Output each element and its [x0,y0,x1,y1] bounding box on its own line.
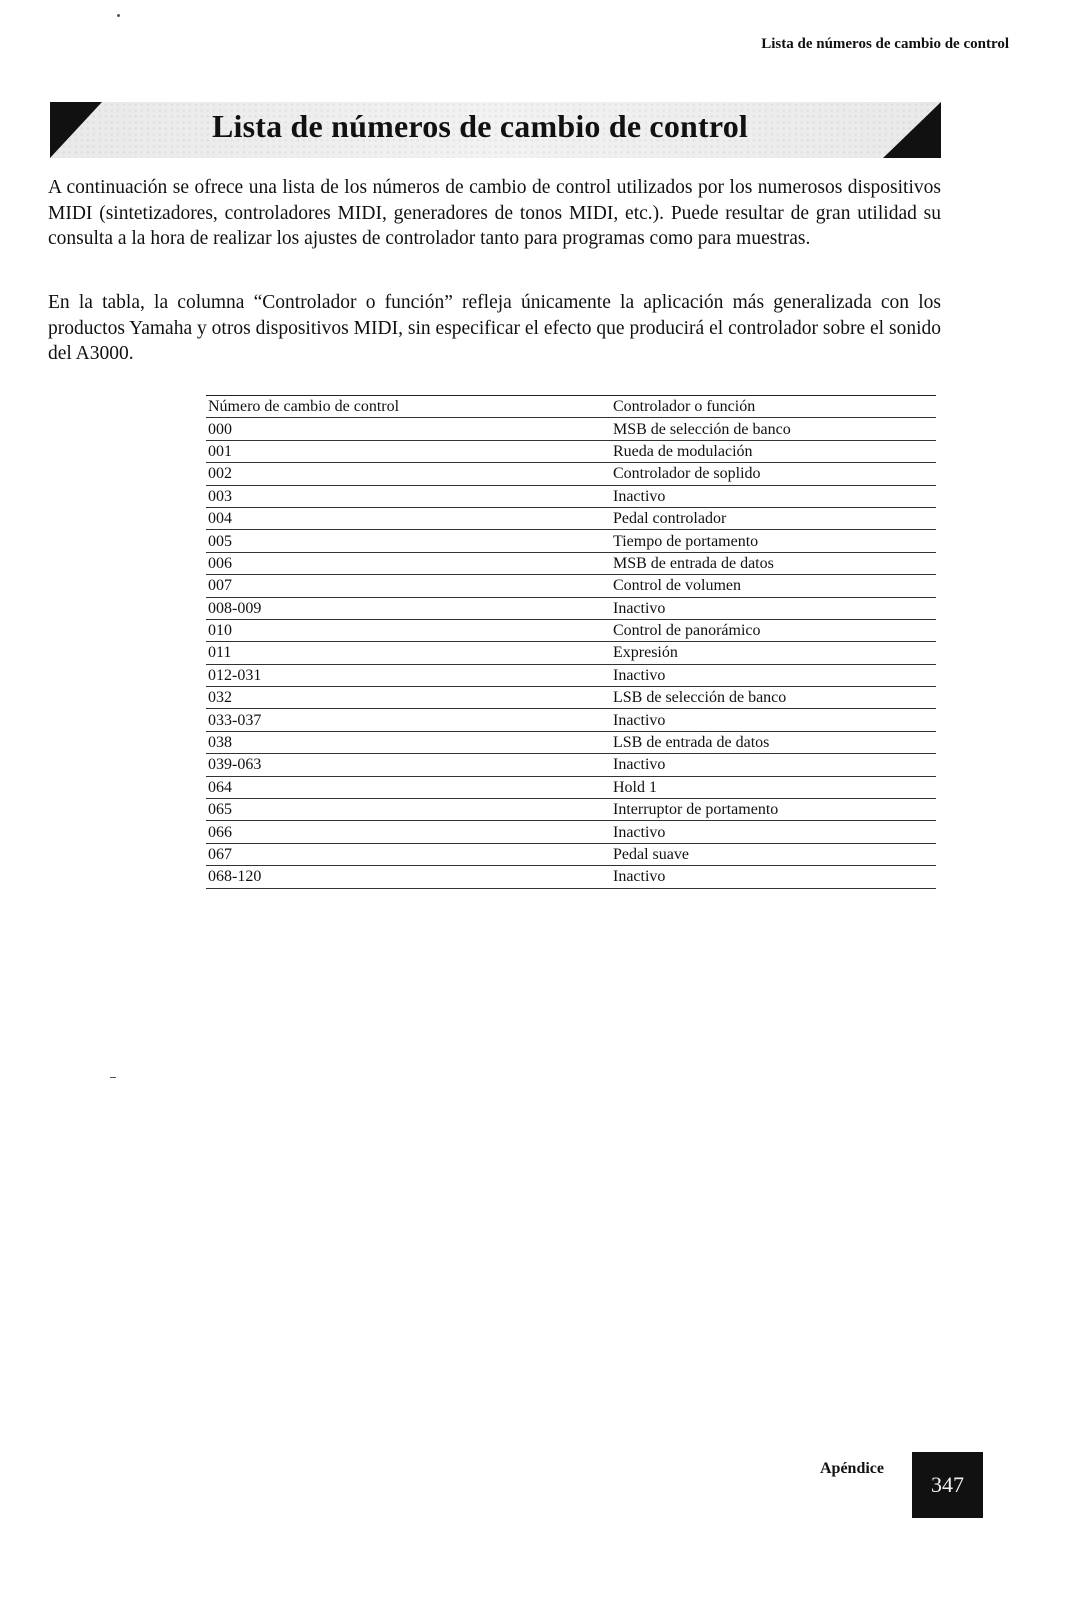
table-row [206,575,936,597]
table-row [206,440,936,462]
page-number: 347 [912,1452,983,1518]
control-number-cell: 004 [206,507,611,529]
title-band-right-corner [883,102,941,158]
controller-function-cell: LSB de entrada de datos [611,731,936,753]
table-row [206,664,936,686]
control-number-cell: 064 [206,776,611,798]
intro-paragraph-2: En la tabla, la columna “Controlador o función” refleja únicamente la aplicación más generalizada con los productos Yamaha y otros dispositivos MIDI, sin especificar el efecto que producirá el controlador sobre el sonido del A3000. [48,292,941,364]
section-title-band [50,102,941,158]
footer-section-label: Apéndice [820,1460,884,1477]
table-row [206,687,936,709]
controller-function-cell: Control de panorámico [611,619,936,641]
controller-function-cell: Inactivo [611,709,936,731]
control-number-cell: 033-037 [206,709,611,731]
table-row [206,485,936,507]
controller-function-cell: Pedal controlador [611,507,936,529]
controller-function-cell: LSB de selección de banco [611,687,936,709]
control-change-table [206,395,936,889]
control-number-cell: 005 [206,530,611,552]
control-number-cell: 002 [206,463,611,485]
control-number-cell: 068-120 [206,866,611,888]
table-row [206,530,936,552]
controller-function-cell: Rueda de modulación [611,440,936,462]
control-number-cell: 012-031 [206,664,611,686]
controller-function-cell: Inactivo [611,821,936,843]
control-number-cell: 067 [206,843,611,865]
controller-function-cell: Inactivo [611,597,936,619]
controller-function-cell: MSB de entrada de datos [611,552,936,574]
controller-function-cell: Expresión [611,642,936,664]
title-band-left-corner [50,102,102,158]
table-row [206,597,936,619]
scan-speck [110,1077,116,1078]
table-row [206,821,936,843]
control-number-cell: 000 [206,418,611,440]
table-row [206,731,936,753]
table-row [206,776,936,798]
controller-function-cell: Inactivo [611,664,936,686]
table-row [206,866,936,888]
controller-function-cell: Hold 1 [611,776,936,798]
control-number-cell: 066 [206,821,611,843]
controller-function-cell: Controlador de soplido [611,463,936,485]
table-row [206,619,936,641]
column-header-controller: Controlador o función [611,396,936,418]
control-number-cell: 065 [206,799,611,821]
controller-function-cell: Tiempo de portamento [611,530,936,552]
control-number-cell: 039-063 [206,754,611,776]
table-body [206,418,936,888]
controller-function-cell: Control de volumen [611,575,936,597]
control-number-cell: 003 [206,485,611,507]
control-number-cell: 007 [206,575,611,597]
controller-function-cell: Interruptor de portamento [611,799,936,821]
control-number-cell: 001 [206,440,611,462]
controller-function-cell: Inactivo [611,754,936,776]
scan-speck [117,14,120,17]
controller-function-cell: MSB de selección de banco [611,418,936,440]
control-number-cell: 006 [206,552,611,574]
table-row [206,799,936,821]
section-title: Lista de números de cambio de control [212,108,748,144]
table-row [206,709,936,731]
table-row [206,642,936,664]
table-row [206,843,936,865]
table-header-row [206,396,936,418]
control-number-cell: 032 [206,687,611,709]
table-row [206,507,936,529]
table-row [206,754,936,776]
running-header: Lista de números de cambio de control [761,36,1009,52]
table-row [206,552,936,574]
control-number-cell: 038 [206,731,611,753]
controller-function-cell: Inactivo [611,485,936,507]
intro-paragraph-1: A continuación se ofrece una lista de los números de cambio de control utilizados por los numerosos dispositivos MIDI (sintetizadores, controladores MIDI, generadores de tonos MIDI, etc.). Puede resultar de gran utilidad su consulta a la hora de realizar los ajustes de controlador tanto para programas como para muestras. [48,177,941,249]
table-row [206,418,936,440]
control-number-cell: 011 [206,642,611,664]
column-header-number: Número de cambio de control [206,396,611,418]
control-number-cell: 008-009 [206,597,611,619]
controller-function-cell: Inactivo [611,866,936,888]
controller-function-cell: Pedal suave [611,843,936,865]
table-row [206,463,936,485]
control-number-cell: 010 [206,619,611,641]
